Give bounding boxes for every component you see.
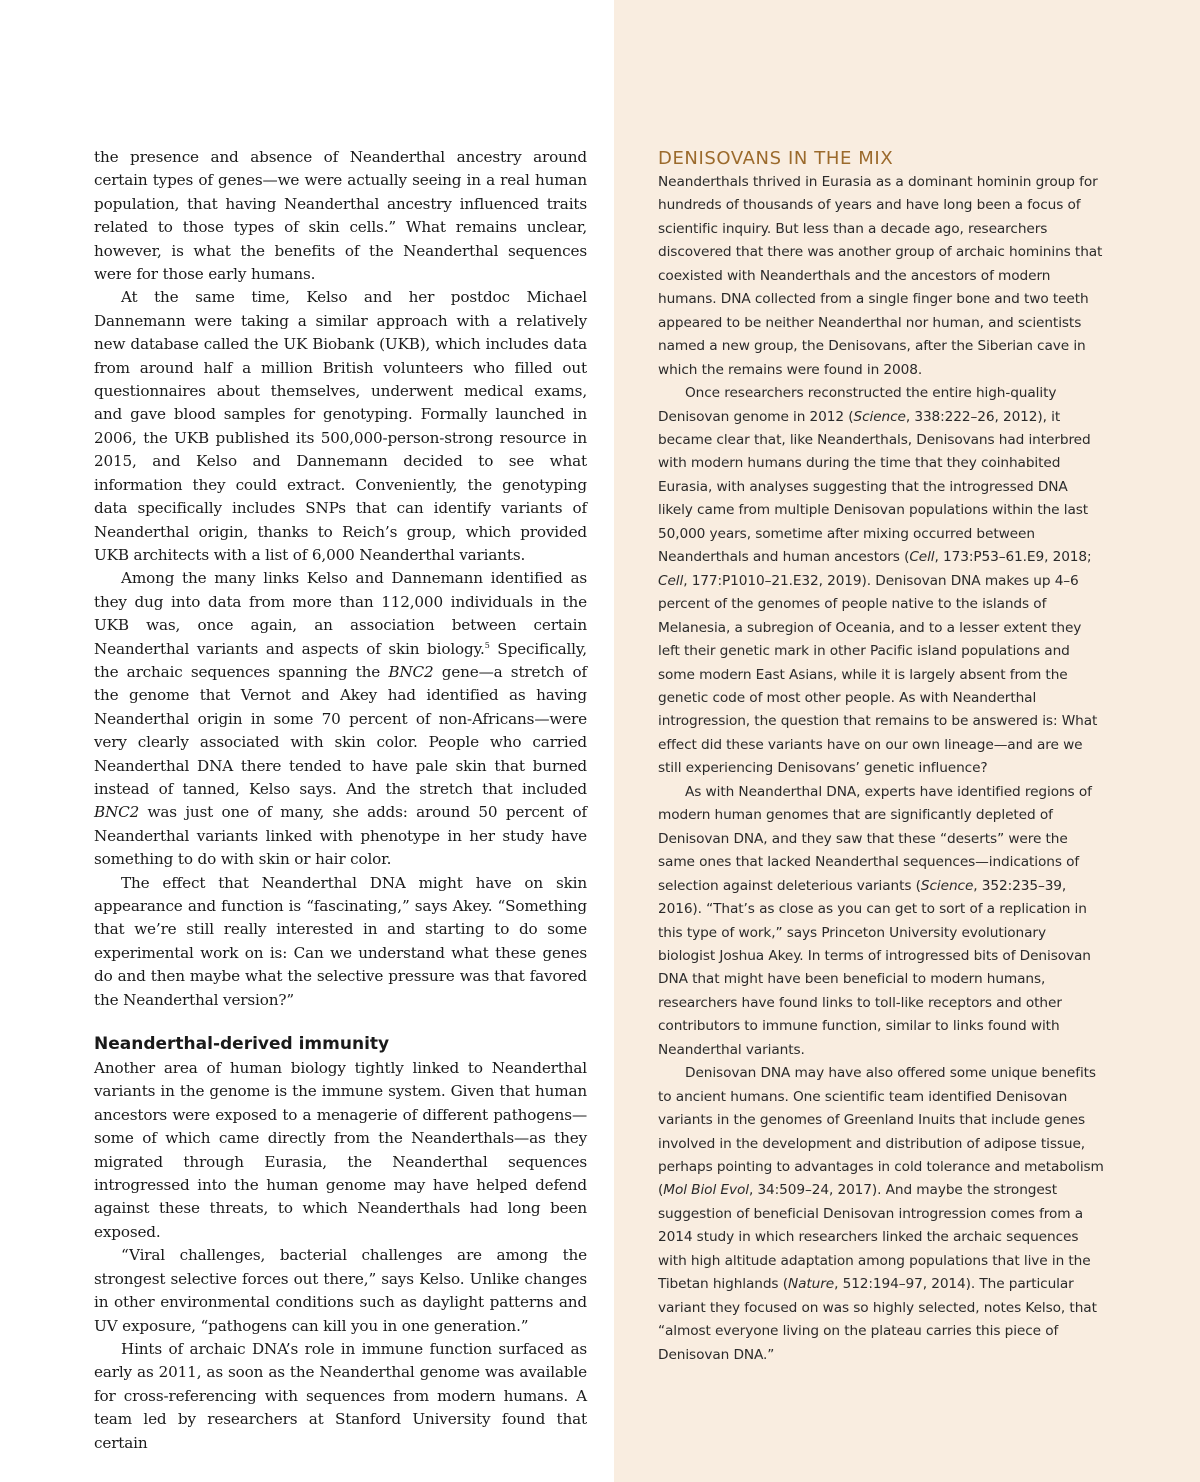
- paragraph-text: , 34:509–24, 2017). And maybe the strongest suggestion of beneficial Denisovan introgression comes from a 2014 study in which researchers linked the archaic sequences with high altitude adaptation among populations that live in the Tibetan highlands (: [658, 1182, 1091, 1293]
- article-paragraph: the presence and absence of Neanderthal ancestry around certain types of genes—we were actually seeing in a real human population, that having Neanderthal ancestry influenced traits related to those types of skin cells.” What remains unclear, however, is what the benefits of the Neanderthal sequences were for those early humans.: [94, 148, 587, 284]
- sidebar-paragraph: Neanderthals thrived in Eurasia as a dominant hominin group for hundreds of thousands of years and have long been a focus of scientific inquiry. But less than a decade ago, researchers discovered that there was another group of archaic hominins that coexisted with Neanderthals and the ancestors of modern humans. DNA collected from a single finger bone and two teeth appeared to be neither Neanderthal nor human, and scientists named a new group, the Denisovans, after the Siberian cave in which the remains were found in 2008.: [658, 174, 1103, 378]
- article-paragraph: Hints of archaic DNA’s role in immune function surfaced as early as 2011, as soon as the Neanderthal genome was available for cross-referencing with sequences from modern humans. A team led by researchers at Stanford University found that certain: [94, 1339, 587, 1452]
- paragraph-text: Once researchers reconstructed the entire high-quality Denisovan genome in 2012 (: [658, 385, 1057, 425]
- paragraph-text: , 352:235–39, 2016). “That’s as close as you can get to sort of a replication in this type of work,” says Princeton University evolutionary biologist Joshua Akey. In terms of introgressed bits of Denisovan DNA that might have been beneficial to modern humans, researchers have found links to toll-like receptors and other contributors to immune function, similar to links found with Neanderthal variants.: [658, 877, 1091, 1058]
- section-heading: Neanderthal-derived immunity: [94, 1034, 390, 1055]
- paragraph-text: As with Neanderthal DNA, experts have identified regions of modern human genomes that are significantly depleted of Denisovan DNA, and they saw that these “deserts” were the same ones that lacked Neanderthal sequences—indications of selection against deleterious variants (: [658, 783, 1092, 894]
- article-paragraph: At the same time, Kelso and her postdoc Michael Dannemann were taking a similar approach with a relatively new database called the UK Biobank (UKB), which includes data from around half a million British volunteers who filled out questionnaires about themselves, underwent medical exams, and gave blood samples for genotyping. Formally launched in 2006, the UKB published its 500,000-person-strong resource in 2015, and Kelso and Dannemann decided to see what information they could extract. Conveniently, the genotyping data specifically includes SNPs that can identify variants of Neanderthal origin, thanks to Reich’s group, which provided UKB architects with a list of 6,000 Neanderthal variants.: [94, 288, 587, 564]
- journal-name: Cell: [909, 549, 935, 566]
- paragraph-text: , 173:P53–61.E9, 2018;: [934, 549, 1092, 566]
- sidebar-paragraph: [658, 1062, 1104, 1367]
- paragraph-text: gene—a stretch of the genome that Vernot and Akey had identified as having Neanderthal origin in some 70 percent of non-Africans—were very clearly associated with skin color. People who carried Neanderthal DNA there tended to have pale skin that burned instead of tanned, Kelso says. And the stretch that included: [94, 662, 587, 798]
- sidebar-box: [658, 147, 1104, 1367]
- paragraph-text: , 338:222–26, 2012), it became clear that, like Neanderthals, Denisovans had interbred with modern humans during the time that they coinhabited Eurasia, with analyses suggesting that the introgressed DNA likely came from multiple Denisovan populations within the last 50,000 years, sometime after mixing occurred between Neanderthals and human ancestors (: [658, 408, 1091, 566]
- paragraph-text: , 177:P1010–21.E32, 2019). Denisovan DNA makes up 4–6 percent of the genomes of people native to the islands of Melanesia, a subregion of Oceania, and to a lesser extent they left their genetic mark in other Pacific island populations and some modern East Asians, while it is largely absent from the genetic code of most other people. As with Neanderthal introgression, the question that remains to be answered is: What effect did these variants have on our own lineage—and are we still experiencing Denisovans’ genetic influence?: [658, 572, 1098, 777]
- sidebar-title: DENISOVANS IN THE MIX: [658, 148, 894, 169]
- journal-name: Cell: [658, 572, 684, 589]
- article-paragraph: [94, 567, 587, 871]
- paragraph-text: Specifically, the archaic sequences spanning the: [94, 639, 587, 681]
- paragraph-text: was just one of many, she adds: around 50 percent of Neanderthal variants linked with phenotype in her study have something to do with skin or hair color.: [94, 803, 587, 869]
- reference-number: 5: [484, 640, 490, 650]
- article-paragraph: Another area of human biology tightly linked to Neanderthal variants in the genome is the immune system. Given that human ancestors were exposed to a menagerie of different pathogens—some of which came directly from the Neanderthals—as they migrated through Eurasia, the Neanderthal sequences introgressed into the human genome may have helped defend against these threats, to which Neanderthals had long been exposed.: [94, 1059, 587, 1241]
- gene-name: BNC2: [388, 662, 434, 681]
- journal-name: Nature: [787, 1276, 835, 1293]
- sidebar-paragraph: [658, 382, 1104, 781]
- sidebar-paragraph: [658, 781, 1104, 1062]
- paragraph-text: Denisovan DNA may have also offered some unique benefits to ancient humans. One scientific team identified Denisovan variants in the genomes of Greenland Inuits that include genes involved in the development and distribution of adipose tissue, perhaps pointing to advantages in cold tolerance and metabolism (: [658, 1065, 1104, 1199]
- paragraph-text: , 512:194–97, 2014). The particular variant they focused on was so highly selected, notes Kelso, that “almost everyone living on the plateau carries this piece of Denisovan DNA.”: [658, 1276, 1097, 1363]
- main-article-column: [94, 146, 587, 1455]
- journal-name: Science: [920, 877, 974, 894]
- journal-name: Science: [853, 408, 906, 425]
- gene-name: BNC2: [94, 803, 140, 822]
- journal-name: Mol Biol Evol: [663, 1182, 749, 1199]
- paragraph-text: Among the many links Kelso and Dannemann identified as they dug into data from more than 112,000 individuals in the UKB was, once again, an association between certain Neanderthal variants and aspects of skin biology.: [94, 569, 587, 658]
- article-paragraph: “Viral challenges, bacterial challenges are among the strongest selective forces out there,” says Kelso. Unlike changes in other environmental conditions such as daylight patterns and UV exposure, “pathogens can kill you in one generation.”: [94, 1246, 587, 1335]
- article-paragraph: The effect that Neanderthal DNA might have on skin appearance and function is “fascinating,” says Akey. “Something that we’re still really interested in and starting to do some experimental work on is: Can we understand what these genes do and then maybe what the selective pressure was that favored the Neanderthal version?”: [94, 873, 587, 1009]
